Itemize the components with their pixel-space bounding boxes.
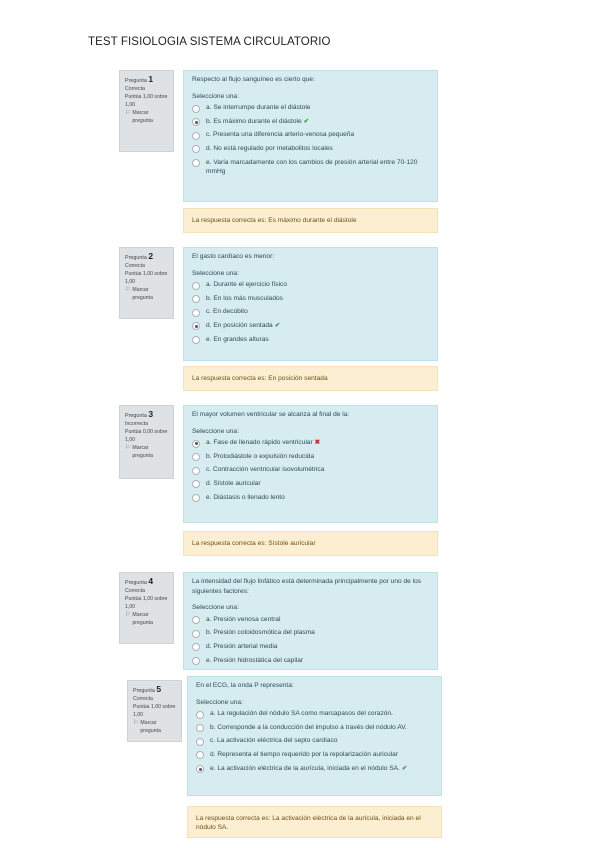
radio-button[interactable] bbox=[192, 643, 200, 651]
answer-option[interactable]: a. Se interrumpe durante el diástole bbox=[192, 103, 429, 113]
question-text: En el ECG, la onda P representa: bbox=[196, 682, 294, 689]
question-info-5 bbox=[127, 680, 182, 742]
select-prompt: Seleccione una: bbox=[192, 269, 239, 277]
answer-option[interactable]: c. Contracción ventricular isovolumétrica bbox=[192, 465, 429, 475]
answer-option[interactable]: c. Presenta una diferencia arterio-venosa pequeña bbox=[192, 130, 429, 140]
radio-button[interactable] bbox=[192, 616, 200, 624]
select-prompt: Seleccione una: bbox=[192, 427, 239, 435]
answer-option[interactable]: b. Es máximo durante el diástole ✔ bbox=[192, 117, 429, 127]
answer-option[interactable]: d. Representa el tiempo requerido por la repolarización auricular bbox=[196, 750, 433, 760]
question-box-2 bbox=[183, 247, 438, 361]
question-number: Pregunta 3 bbox=[125, 409, 154, 419]
radio-button[interactable] bbox=[192, 453, 200, 461]
check-icon: ✔ bbox=[401, 764, 408, 772]
question-box-3 bbox=[183, 405, 438, 523]
select-prompt: Seleccione una: bbox=[192, 92, 239, 100]
flag-icon: ⚐ bbox=[133, 720, 139, 726]
radio-button-selected[interactable] bbox=[196, 765, 204, 773]
correct-answer-feedback: La respuesta correcta es: Es máximo durante el diástole bbox=[183, 208, 438, 233]
flag-icon: ⚐ bbox=[125, 612, 131, 618]
radio-button[interactable] bbox=[192, 336, 200, 344]
radio-button[interactable] bbox=[192, 295, 200, 303]
question-box-1 bbox=[183, 70, 438, 202]
answer-option[interactable]: b. Presión coloidosmótica del plasma bbox=[192, 628, 429, 638]
question-text: La intensidad del flujo linfático está determinada principalmente por uno de los siguientes factores: bbox=[192, 578, 422, 595]
question-info-4 bbox=[119, 572, 174, 644]
answer-option[interactable]: d. No está regulado por metabolitos locales bbox=[192, 144, 429, 154]
radio-button-selected[interactable] bbox=[192, 118, 200, 126]
flag-question-link[interactable]: ⚐ Marcar pregunta bbox=[125, 445, 153, 459]
flag-icon: ⚐ bbox=[125, 287, 131, 293]
answer-option[interactable]: c. La activación eléctrica del septo cardíaco bbox=[196, 736, 433, 746]
radio-button[interactable] bbox=[196, 724, 204, 732]
select-prompt: Seleccione una: bbox=[196, 698, 243, 706]
correct-answer-feedback: La respuesta correcta es: En posición sentada bbox=[183, 366, 438, 391]
cross-icon: ✖ bbox=[314, 439, 321, 447]
radio-button[interactable] bbox=[192, 282, 200, 290]
answer-option[interactable]: e. La activación eléctrica de la aurícula, iniciada en el nódulo SA. ✔ bbox=[196, 764, 433, 774]
answer-option[interactable]: d. En posición sentada ✔ bbox=[192, 321, 429, 331]
answer-option[interactable]: a. Presión venosa central bbox=[192, 615, 429, 625]
question-text: El gasto cardíaco es menor: bbox=[192, 253, 275, 260]
question-status: Correcta bbox=[125, 86, 145, 92]
radio-button[interactable] bbox=[192, 145, 200, 153]
question-points: Puntúa 1,00 sobre 1,00 bbox=[125, 271, 168, 285]
page-title: TEST FISIOLOGIA SISTEMA CIRCULATORIO bbox=[88, 36, 331, 48]
question-number: Pregunta 4 bbox=[125, 576, 154, 586]
correct-answer-feedback: La respuesta correcta es: Sístole auricular bbox=[183, 531, 438, 556]
question-status: Correcta bbox=[133, 696, 153, 702]
question-info-1 bbox=[119, 70, 174, 152]
radio-button[interactable] bbox=[192, 132, 200, 140]
radio-button[interactable] bbox=[192, 630, 200, 638]
answer-option[interactable]: c. En decúbito bbox=[192, 307, 429, 317]
question-info-2 bbox=[119, 247, 174, 319]
check-icon: ✔ bbox=[303, 117, 310, 125]
radio-button[interactable] bbox=[196, 751, 204, 759]
answer-option[interactable]: e. En grandes alturas bbox=[192, 335, 429, 345]
flag-question-link[interactable]: ⚐ Marcar pregunta bbox=[125, 612, 153, 626]
radio-button[interactable] bbox=[192, 494, 200, 502]
answer-option[interactable]: a. La regulación del nódulo SA como marcapasos del corazón. bbox=[196, 709, 433, 719]
radio-button[interactable] bbox=[192, 657, 200, 665]
question-status: Correcta bbox=[125, 263, 145, 269]
answer-option[interactable]: a. Fase de llenado rápido ventricular ✖ bbox=[192, 438, 429, 448]
answer-option[interactable]: e. Diástasis o llenado lento bbox=[192, 493, 429, 503]
flag-question-link[interactable]: ⚐ Marcar pregunta bbox=[125, 287, 153, 301]
question-info-3 bbox=[119, 405, 174, 479]
radio-button[interactable] bbox=[192, 309, 200, 317]
radio-button[interactable] bbox=[196, 711, 204, 719]
answer-option[interactable]: e. Varía marcadamente con los cambios de presión arterial entre 70-120 mmHg bbox=[192, 158, 429, 177]
question-points: Puntúa 1,00 sobre 1,00 bbox=[133, 704, 176, 718]
question-number: Pregunta 5 bbox=[133, 684, 162, 694]
flag-icon: ⚐ bbox=[125, 445, 131, 451]
answer-option[interactable]: d. Sístole auricular bbox=[192, 479, 429, 489]
question-number: Pregunta 1 bbox=[125, 74, 154, 84]
check-icon: ✔ bbox=[274, 321, 281, 329]
question-points: Puntúa 0,00 sobre 1,00 bbox=[125, 429, 168, 443]
correct-answer-feedback: La respuesta correcta es: La activación eléctrica de la aurícula, iniciada en el nódulo SA. bbox=[187, 806, 442, 838]
radio-button[interactable] bbox=[192, 480, 200, 488]
question-text: El mayor volumen ventricular se alcanza al final de la: bbox=[192, 411, 350, 418]
question-points: Puntúa 1,00 sobre 1,00 bbox=[125, 596, 168, 610]
answer-option[interactable]: b. Corresponde a la conducción del impulso a través del nódulo AV. bbox=[196, 723, 433, 733]
radio-button[interactable] bbox=[192, 105, 200, 113]
question-box-4 bbox=[183, 572, 438, 670]
radio-button[interactable] bbox=[192, 467, 200, 475]
question-number: Pregunta 2 bbox=[125, 251, 154, 261]
question-status: Incorrecta bbox=[125, 421, 149, 427]
answer-option[interactable]: e. Presión hidrostática del capilar bbox=[192, 656, 429, 666]
question-points: Puntúa 1,00 sobre 1,00 bbox=[125, 94, 168, 108]
radio-button-selected[interactable] bbox=[192, 440, 200, 448]
answer-option[interactable]: b. En los más musculados bbox=[192, 294, 429, 304]
flag-question-link[interactable]: ⚐ Marcar pregunta bbox=[133, 720, 161, 734]
radio-button-selected[interactable] bbox=[192, 322, 200, 330]
question-box-5 bbox=[187, 676, 442, 796]
question-status: Correcta bbox=[125, 588, 145, 594]
question-text: Respecto al flujo sanguíneo es cierto que: bbox=[192, 76, 315, 83]
radio-button[interactable] bbox=[192, 159, 200, 167]
answer-option[interactable]: a. Durante el ejercicio físico bbox=[192, 280, 429, 290]
answer-option[interactable]: d. Presión arterial media bbox=[192, 642, 429, 652]
select-prompt: Seleccione una: bbox=[192, 604, 239, 612]
radio-button[interactable] bbox=[196, 738, 204, 746]
flag-icon: ⚐ bbox=[125, 110, 131, 116]
flag-question-link[interactable]: ⚐ Marcar pregunta bbox=[125, 110, 153, 124]
answer-option[interactable]: b. Protodiástole o expulsión reducida bbox=[192, 452, 429, 462]
